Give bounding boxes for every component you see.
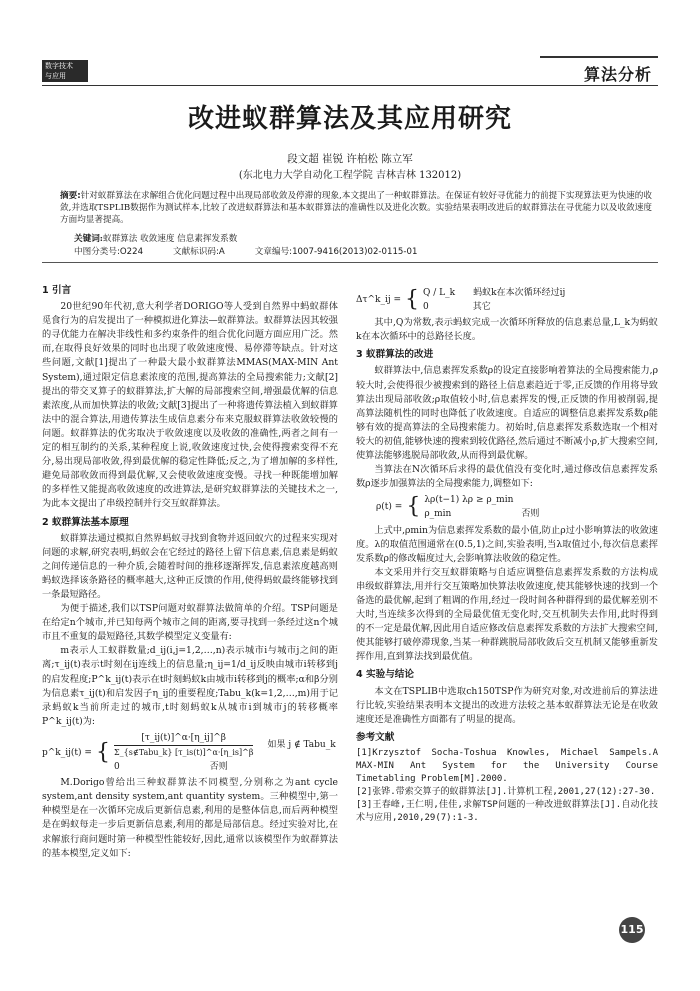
references-list bbox=[356, 747, 658, 825]
right-paragraph-1: 其中,Q为常数,表示蚂蚁完成一次循环所释放的信息素总量,L_k为蚂蚁k在本次循环中的总路径长度。 bbox=[356, 317, 658, 343]
reference-item: [3]王春峰,王仁明,佳佳,求解TSP问题的一种改进蚁群算法[J].自动化技术与应用,2010,29(7):1-3. bbox=[356, 799, 658, 823]
section-4-paragraph: 本文在TSPLIB中选取ch150TSP作为研究对象,对改进前后的算法进行比较,实验结果表明本文提出的改进方法较之基本蚁群算法无论是在收敛速度还是准确性方面都有了明显的提高。 bbox=[356, 685, 658, 725]
formula-rho-case1: λρ(t−1) λρ ≥ ρ_min bbox=[424, 495, 514, 506]
article-number: 文章编号:1007-9416(2013)02-0115-01 bbox=[254, 247, 418, 257]
formula-prob-denominator: Σ_{s∉Tabu_k} [τ_is(t)]^α·[η_is]^β bbox=[113, 748, 254, 757]
section-2-paragraph-1: 蚁群算法通过模拟自然界蚂蚁寻找到食物并返回蚁穴的过程来实现对问题的求解,研究表明,蚂蚁会在它经过的路径上留下信息素,信息素是蚂蚁之间传递信息的一种介质,会随着时间的推移逐渐挥发,信息素浓度越高则蚂蚁选择该条路径的概率越大,这种正反馈的作用,使得蚂蚁最终能够找到一条最短路径。 bbox=[42, 532, 338, 600]
section-2-paragraph-2: 为便于描述,我们以TSP问题对蚁群算法做简单的介绍。TSP问题是在给定n个城市,并已知每两个城市之间的距离,要寻找到一条经过这n个城市且不重复的最短路径,其数学模型定义变量有: bbox=[42, 603, 338, 643]
formula-delta-cond2: 其它 bbox=[472, 302, 491, 313]
abstract-label: 摘要: bbox=[60, 191, 81, 201]
section-3-paragraph-3: 上式中,ρmin为信息素挥发系数的最小值,防止ρ过小影响算法的收敛速度。λ的取值范围通常在(0.5,1)之间,实验表明,当λ取值过小,每次信息素挥发系数ρ的修改幅度过大,会影响算法收敛的稳定性。 bbox=[356, 524, 658, 564]
pheromone-update-formula bbox=[356, 286, 658, 314]
paper-authors: 段文超 崔锐 许柏松 陈立军 bbox=[287, 153, 413, 165]
section-1-paragraph: 20世纪90年代初,意大利学者DORIGO等人受到自然界中蚂蚁群体觅食行为的启发提出了一种模拟进化算法—蚁群算法。蚁群算法因其较强的寻优能力在解决非线性和多约束条件的组合优化问题方面应用广泛。然而,在取得良好效果的同时也出现了收敛速度慢、易停滞等缺点。针对这些问题,文献[1]提出了一种最大最小蚁群算法MMAS(MAX-MIN Ant System),通过限定信息素浓度的范围,提高算法的全局搜索能力;文献[2]提出的带交叉算子的蚁群算法,扩大解的局部搜索空间,增强最优解的信息素浓度,从而加快算法的收敛;文献[3]提出了一种将遗传算法植入到蚁群算法中的混合算法,用遗传算法生成信息素分布来克服蚁群算法收敛较慢的问题。蚁群算法的优劣取决于收敛速度以及收敛的准确性,两者之间有一定的相互制约的关系,某种程度上说,收敛速度过快,会使得搜索变得不充分,易出现局部收敛,得到最优解的稳定性降低;反之,为了增加解的多样性,避免局部收敛而得到最优解,又会使收敛速度变慢。寻找一种既能增加解的多样性又能提高收敛速度的改进算法,是研究蚁群算法的关键技术之一,为此本文提出了串级控制并行交互蚁群算法。 bbox=[42, 301, 338, 510]
formula-brace: { bbox=[405, 287, 420, 313]
keywords-label: 关键词: bbox=[74, 234, 103, 244]
reference-item: [1]Krzysztof Socha-Toshua Knowles, Michael Sampels.A MAX-MIN Ant System for the University Course Timetabling Problem[M].2000. bbox=[356, 747, 658, 784]
abstract-rule bbox=[42, 262, 658, 263]
header-rule bbox=[42, 85, 658, 86]
formula-brace: { bbox=[95, 739, 110, 765]
formula-delta-cond1: 蚂蚁k在本次循环经过ij bbox=[473, 288, 566, 298]
formula-rho-cond2: 否则 bbox=[521, 509, 540, 520]
formula-delta-case1: Q / L_k bbox=[423, 288, 456, 298]
journal-logo-box bbox=[42, 60, 88, 82]
formula-rho-case2: ρ_min bbox=[424, 509, 452, 520]
formula-prob-lhs: p^k_ij(t) = bbox=[42, 747, 92, 758]
paper-title: 改进蚁群算法及其应用研究 bbox=[187, 104, 512, 134]
formula-delta-case2: 0 bbox=[423, 302, 429, 313]
transition-probability-formula bbox=[42, 731, 338, 774]
journal-logo-line2: 与应用 bbox=[45, 72, 66, 80]
paper-affiliation: (东北电力大学自动化工程学院 吉林吉林 132012) bbox=[238, 170, 462, 181]
left-column bbox=[42, 280, 338, 861]
section-3-paragraph-1: 蚁群算法中,信息素挥发系数ρ的设定直接影响着算法的全局搜索能力,ρ较大时,会使得很少被搜索到的路径上信息素趋近于零,正反馈的作用将导致算法出现局部收敛;ρ取值较小时,信息素挥发的慢,正反馈的作用被削弱,提高算法随机性的同时也降低了收敛速度。自适应的调整信息素挥发系数ρ能够有效的提高算法的全局搜索能力。初始时,信息素挥发系数选取一个相对较大的初值,能够快速的搜索到较优路径,然后通过不断减小ρ,扩大搜索空间,使算法能够逃脱局部收敛,从而得到最优解。 bbox=[356, 365, 658, 462]
formula-rho-lhs: ρ(t) = bbox=[376, 502, 403, 513]
section-4-heading: 4 实验与结论 bbox=[356, 669, 414, 681]
section-3-paragraph-2: 当算法在N次循环后求得的最优值没有变化时,通过修改信息素挥发系数ρ逐步加强算法的全局搜索能力,调整如下: bbox=[356, 464, 658, 490]
abstract bbox=[60, 190, 652, 226]
formula-prob-zero: 0 bbox=[113, 762, 120, 773]
formula-prob-numerator: [τ_ij(t)]^α·[η_ij]^β bbox=[114, 731, 253, 746]
section-2-paragraph-3: m表示人工蚁群数量;d_ij(i,j=1,2,…,n)表示城市i与城市j之间的距离;τ_ij(t)表示t时刻在ij连线上的信息量;η_ij=1/d_ij反映由城市i转移到j的启发程度;P^k_ij(t)表示在t时刻蚂蚁k由城市i转移到j的概率;α和β分别为信息素τ_ij(t)和启发因子η_ij的重要程度;Tabu_k(k=1,2,…,m)用于记录蚂蚁k当前所走过的城市,t时刻蚂蚁k从城市i到城市j的转移概率P^k_ij(t)为: bbox=[42, 645, 338, 727]
evaporation-formula bbox=[376, 493, 658, 521]
section-2-heading: 2 蚁群算法基本原理 bbox=[42, 516, 129, 528]
abstract-text: 针对蚁群算法在求解组合优化问题过程中出现局部收敛及停滞的现象,本文提出了一种蚁群算法。在保证有较好寻优能力的前提下实现算法更为快速的收敛,并选取TSPLIB数据作为测试样本,比较了改进蚁群算法和基本蚁群算法的准确性以及进化次数。实验结果表明改进后的蚁群算法在寻优能力以及收敛速度方面均显著提高。 bbox=[60, 191, 652, 225]
formula-cases bbox=[114, 731, 336, 774]
formula-brace: { bbox=[406, 494, 421, 520]
article-meta bbox=[74, 245, 417, 257]
section-3-heading: 3 蚁群算法的改进 bbox=[356, 349, 434, 361]
header-accent-line bbox=[540, 56, 658, 58]
references-heading: 参考文献 bbox=[356, 731, 395, 743]
document-code: 文献标识码:A bbox=[173, 247, 225, 257]
formula-prob-else: 否则 bbox=[209, 762, 228, 773]
section-2-paragraph-4: M.Dorigo曾给出三种蚁群算法不同模型,分别称之为ant cycle system,ant density system,ant quantity system。三种模型中,第一种模型是在一次循环完成后更新信息素,利用的是整体信息,而后两种模型是在蚂蚁每走一步后更新信息素,利用的都是局部信息。经过实验对比,在求解旅行商问题时第一种模型性能较好,因此,通常以该模型作为蚁群算法的基本模型,定义如下: bbox=[42, 777, 338, 859]
right-column bbox=[356, 284, 658, 825]
journal-logo-line1: 数字技术 bbox=[45, 62, 73, 70]
formula-prob-condition: 如果 j ∉ Tabu_k bbox=[267, 740, 336, 751]
keywords-text: 蚁群算法 收敛速度 信息素挥发系数 bbox=[102, 234, 238, 244]
formula-delta-lhs: Δτ^k_ij = bbox=[356, 295, 402, 306]
keywords bbox=[74, 232, 634, 244]
clc-number: 中图分类号:O224 bbox=[74, 247, 144, 257]
reference-item: [2]张铧.带索交算子的蚁群算法[J].计算机工程,2001,27(12):27-30. bbox=[356, 786, 656, 797]
section-1-heading: 1 引言 bbox=[42, 285, 72, 296]
section-3-paragraph-4: 本文采用并行交互蚁群策略与自适应调整信息素挥发系数的方法构成串级蚁群算法,用并行交互策略加快算法收敛速度,使其能够快速的找到一个备选的最优解,起到了粗调的作用,经过一段时间各种群得到的最优解差别不大时,当连续多次得到的全局最优值无变化时,交互机制失去作用,此时得到的不一定是最优解,因此用自适应修改信息素挥发系数的方法扩大搜索空间,使其能够打破停滞现象,当某一种群跳脱局部收敛后交互机制又能够重新发挥作用,直到算法找到最优值。 bbox=[356, 566, 658, 663]
journal-logo bbox=[42, 60, 138, 82]
section-tag: 算法分析 bbox=[583, 65, 652, 84]
page-number: 115 bbox=[619, 917, 645, 943]
